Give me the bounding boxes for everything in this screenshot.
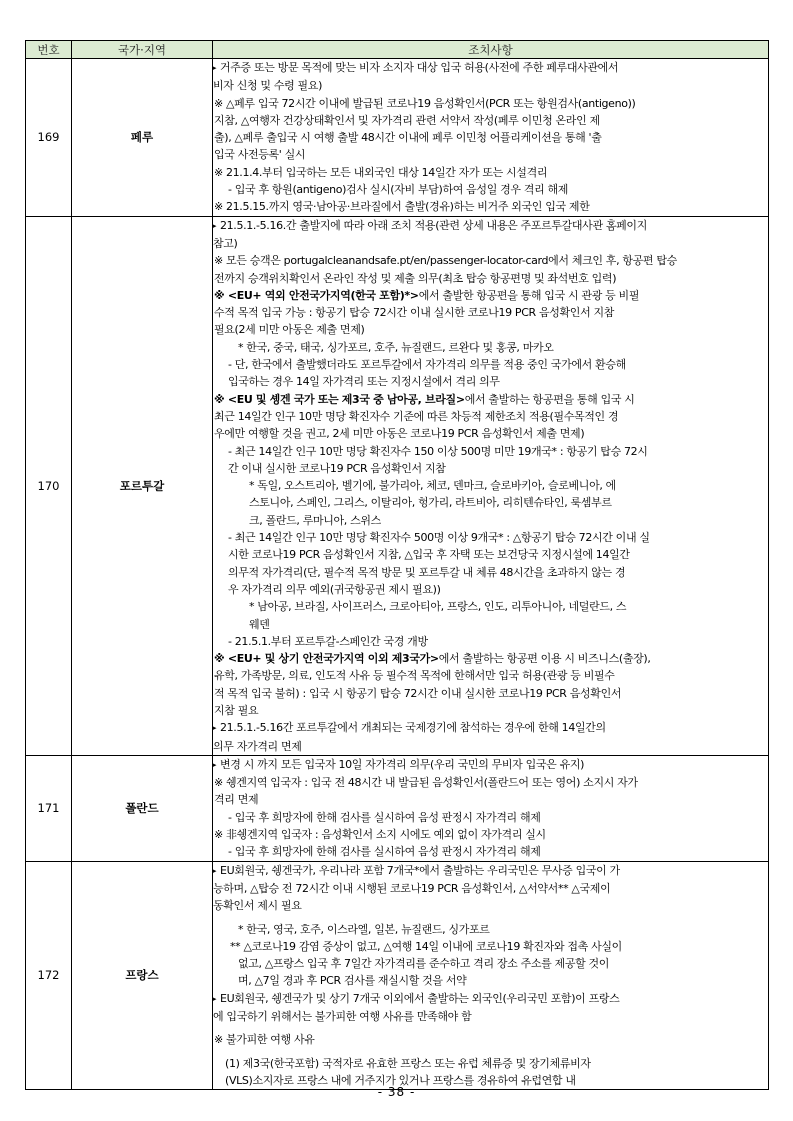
measure-line — [213, 164, 768, 181]
measure-line — [213, 650, 768, 667]
measure-line — [213, 443, 768, 460]
measure-text: 참고) — [213, 236, 238, 250]
measure-line — [213, 990, 768, 1008]
measure-line — [213, 862, 768, 880]
measure-text: * 남아공, 브라질, 사이프러스, 크로아티아, 프랑스, 인도, 리투아니아, 네덜란드, 스 — [249, 600, 627, 614]
measure-line — [213, 843, 768, 860]
measure-line — [213, 1055, 768, 1072]
measure-text: 우 자가격리 의무 예외(귀국항공권 제시 필요)) — [228, 582, 441, 596]
measure-text: 우에만 여행할 것을 권고, 2세 미만 아동은 코로나19 PCR 음성확인서 제출 면제) — [214, 427, 585, 441]
measures-cell — [213, 216, 769, 755]
measure-text: 최근 14일간 인구 10만 명당 확진자수 기준에 따른 차등적 제한조치 적용(필수목적인 경 — [214, 409, 619, 423]
row-number: 171 — [26, 755, 72, 861]
measure-line — [213, 1008, 768, 1025]
measures-cell — [213, 861, 769, 1090]
table-row — [26, 59, 769, 217]
measure-text: 지참 필요 — [214, 703, 259, 717]
measure-line — [213, 719, 768, 737]
measure-text: 적 목적 입국 불허) : 입국 시 항공기 탑승 72시간 이내 실시한 코로나19 PCR 음성확인서 — [214, 686, 622, 700]
measure-line — [213, 529, 768, 546]
measure-text: 능하며, △탑승 전 72시간 이내 시행된 코로나19 PCR 음성확인서, △서약서** △국제이 — [213, 881, 611, 895]
measure-text: 에 입국하기 위해서는 불가피한 여행 사유를 만족해야 함 — [213, 1010, 472, 1024]
measure-line — [213, 217, 768, 235]
page-number: - 38 - — [377, 1085, 416, 1099]
measure-line — [213, 667, 768, 684]
arrow-bullet-icon: ▸ — [213, 221, 217, 230]
measure-line — [213, 112, 768, 129]
measure-line — [213, 546, 768, 563]
bold-region-label: ※ <EU 및 솅겐 국가 또는 제3국 중 남아공, 브라질> — [214, 392, 465, 406]
measure-text: 없고, △프랑스 입국 후 7일간 자가격리를 준수하고 격리 장소 주소를 제공할 것이 — [238, 957, 610, 971]
measure-text: 크, 폴란드, 루마니아, 스위스 — [249, 513, 381, 527]
measure-line — [213, 129, 768, 146]
measure-line — [213, 616, 768, 633]
measure-line — [213, 373, 768, 390]
measure-line — [213, 598, 768, 615]
measure-text: 의무적 자가격리(단, 필수적 목적 방문 및 포르투갈 내 체류 48시간을 초과하지 않는 경 — [228, 565, 626, 579]
measure-line — [213, 425, 768, 442]
measure-text: - 입국 후 희망자에 한해 검사를 실시하여 음성 판정시 자가격리 해제 — [228, 845, 541, 859]
measure-line — [213, 181, 768, 198]
arrow-bullet-icon: ▸ — [213, 724, 217, 733]
measure-line — [213, 897, 768, 914]
measure-line — [213, 1031, 768, 1048]
measure-text: 에서 출발하는 항공편을 통해 입국 시 — [464, 392, 635, 406]
header-num: 번호 — [26, 41, 72, 59]
measure-text: (1) 제3국(한국포함) 국적자로 유효한 프랑스 또는 유럽 체류증 및 장기체류비자 — [225, 1056, 591, 1070]
measure-line — [213, 408, 768, 425]
measure-line — [213, 77, 768, 94]
measure-line — [213, 356, 768, 373]
measure-text: * 한국, 중국, 태국, 싱가포르, 호주, 뉴질랜드, 르완다 및 홍콩, 마카오 — [238, 340, 554, 354]
measure-line — [213, 95, 768, 112]
measures-table — [25, 40, 769, 1090]
measures-cell — [213, 755, 769, 861]
measure-text: ※ 21.1.4.부터 입국하는 모든 내외국인 대상 14일간 자가 또는 시설격리 — [214, 165, 548, 179]
measure-text: 유학, 가족방문, 의료, 인도적 사유 등 필수적 목적에 한해서만 입국 허용(관광 등 비필수 — [214, 669, 615, 683]
measure-line — [213, 512, 768, 529]
country-name: 페루 — [72, 59, 213, 217]
arrow-bullet-icon: ▸ — [213, 994, 217, 1003]
measure-text: - 입국 후 항원(antigeno)검사 실시(자비 부담)하여 음성일 경우 격리 해제 — [228, 183, 569, 197]
measure-text: 21.5.1.-5.16.간 출발지에 따라 아래 조치 적용(관련 상세 내용은 주포르투갈대사관 홈페이지 — [220, 218, 647, 232]
measure-text: EU회원국, 쉥겐국가 및 상기 7개국 이외에서 출발하는 외국인(우리국민 포함)이 프랑스 — [220, 991, 620, 1005]
measure-line — [213, 826, 768, 843]
measure-text: ※ △페루 입국 72시간 이내에 발급된 코로나19 음성확인서(PCR 또는 항원검사(antigeno)) — [214, 96, 636, 110]
country-name: 포르투갈 — [72, 216, 213, 755]
measure-text: 21.5.1.-5.16간 포르투갈에서 개최되는 국제경기에 참석하는 경우에 한해 14일간의 — [220, 721, 606, 735]
measure-line — [213, 938, 768, 955]
measure-line — [213, 270, 768, 287]
measure-text: EU회원국, 쉥겐국가, 우리나라 포함 7개국*에서 출발하는 우리국민은 무사증 입국이 가 — [220, 863, 620, 877]
measure-line — [213, 391, 768, 408]
measure-line — [213, 921, 768, 938]
measure-line — [213, 235, 768, 252]
country-name: 폴란드 — [72, 755, 213, 861]
measure-text: 수적 목적 입국 가능 : 항공기 탑승 72시간 이내 실시한 코로나19 PCR 음성확인서 지참 — [214, 306, 615, 320]
arrow-bullet-icon: ▸ — [213, 760, 217, 769]
measure-text: 출), △페루 출입국 시 여행 출발 48시간 이내에 페루 이민청 어플리케이션을 통해 '출 — [214, 131, 602, 145]
measure-text: 전까지 승객위치확인서 온라인 작성 및 제출 의무(최초 탑승 항공편명 및 좌석번호 입력) — [214, 271, 617, 285]
measure-text: - 최근 14일간 인구 10만 명당 확진자수 150 이상 500명 미만 19개국* : 항공기 탑승 72시 — [228, 444, 648, 458]
measure-text: 에서 출발하는 항공편 이용 시 비즈니스(출장), — [438, 652, 651, 666]
measure-text: 시한 코로나19 PCR 음성확인서 지참, △입국 후 자택 또는 보건당국 지정시설에 14일간 — [228, 548, 630, 562]
measure-text: ※ 非쉥겐지역 입국자 : 음성확인서 소지 시에도 예외 없이 자가격리 실시 — [214, 828, 546, 842]
measure-line — [213, 146, 768, 163]
table-row — [26, 755, 769, 861]
measure-line — [213, 304, 768, 321]
measure-line — [213, 477, 768, 494]
bold-region-label: ※ <EU+ 및 상기 안전국가지역 이외 제3국가> — [214, 652, 439, 666]
measure-text: * 독일, 오스트리아, 벨기에, 불가리아, 체코, 덴마크, 슬로바키아, 슬로베니아, 에 — [249, 479, 616, 493]
arrow-bullet-icon: ▸ — [213, 64, 217, 72]
measure-line — [213, 339, 768, 356]
measure-text: ** △코로나19 감염 증상이 없고, △여행 14일 이내에 코로나19 확진자와 접촉 사실이 — [230, 939, 622, 953]
arrow-bullet-icon: ▸ — [213, 866, 217, 875]
table-row — [26, 861, 769, 1090]
measure-text: ※ 모든 승객은 portugalcleanandsafe.pt/en/passenger-locator-card에서 체크인 후, 항공편 탑승 — [214, 254, 677, 268]
measure-text: - 단, 한국에서 출발했더라도 포르투갈에서 자가격리 의무를 적용 중인 국가에서 환승해 — [228, 358, 626, 372]
measure-text: 격리 면제 — [214, 793, 259, 807]
measure-text: 비자 신청 및 수령 필요) — [213, 79, 323, 93]
measure-text: 지참, △여행자 건강상태확인서 및 자가격리 관련 서약서 작성(페루 이민청 온라인 제 — [214, 113, 600, 127]
measure-line — [213, 685, 768, 702]
measure-text: 스토니아, 스페인, 그리스, 이탈리아, 헝가리, 라트비아, 리히텐슈타인, 룩셈부르 — [249, 496, 612, 510]
measure-line — [213, 756, 768, 774]
measure-text: 입국하는 경우 14일 자가격리 또는 지정시설에서 격리 의무 — [228, 375, 500, 389]
measure-text: - 최근 14일간 인구 10만 명당 확진자수 500명 이상 9개국* : △항공기 탑승 72시간 이내 실 — [228, 531, 650, 545]
measure-text: 동확인서 제시 필요 — [213, 899, 302, 913]
row-number: 169 — [26, 59, 72, 217]
measure-line — [213, 791, 768, 808]
measure-line — [213, 252, 768, 269]
measure-text: 에서 출발한 항공편을 통해 입국 시 관광 등 비필 — [418, 288, 640, 302]
row-number: 172 — [26, 861, 72, 1090]
measure-text: ※ 21.5.15.까지 영국·남아공·브라질에서 출발(경유)하는 비거주 외국인 입국 제한 — [214, 200, 590, 214]
measure-line — [213, 809, 768, 826]
row-number: 170 — [26, 216, 72, 755]
measure-text: 필요(2세 미만 아동은 제출 면제) — [214, 323, 365, 337]
measure-line — [213, 702, 768, 719]
measure-line — [213, 633, 768, 650]
header-measures: 조치사항 — [213, 41, 769, 59]
measure-text: 간 이내 실시한 코로나19 PCR 음성확인서 지참 — [228, 461, 446, 475]
measure-line — [213, 59, 768, 77]
measure-text: 의무 자가격리 면제 — [213, 739, 302, 753]
table-header-row — [26, 41, 769, 59]
measure-text: - 입국 후 희망자에 한해 검사를 실시하여 음성 판정시 자가격리 해제 — [228, 810, 541, 824]
measure-line — [213, 321, 768, 338]
measure-text: 입국 사전등록' 실시 — [214, 148, 306, 162]
measures-cell — [213, 59, 769, 217]
measure-line — [213, 738, 768, 755]
measure-line — [213, 972, 768, 989]
measure-text: ※ 쉥겐지역 입국자 : 입국 전 48시간 내 발급된 음성확인서(폴란드어 또는 영어) 소지시 자가 — [214, 776, 638, 790]
measure-line — [213, 198, 768, 215]
measure-line — [213, 955, 768, 972]
measure-line — [213, 581, 768, 598]
measure-line — [213, 564, 768, 581]
table-row — [26, 216, 769, 755]
measure-text: 웨덴 — [249, 617, 270, 631]
header-country: 국가·지역 — [72, 41, 213, 59]
measure-line — [213, 287, 768, 304]
measure-text: 변경 시 까지 모든 입국자 10일 자가격리 의무(우리 국민의 무비자 입국은 유지) — [220, 757, 585, 771]
measure-line — [213, 494, 768, 511]
measure-text: 며, △7일 경과 후 PCR 검사를 재실시할 것을 서약 — [238, 974, 467, 988]
measure-text: - 21.5.1.부터 포르투갈-스페인간 국경 개방 — [228, 634, 428, 648]
measure-line — [213, 880, 768, 897]
measure-text: * 한국, 영국, 호주, 이스라엘, 일본, 뉴질랜드, 싱가포르 — [238, 922, 490, 936]
measure-line — [213, 774, 768, 791]
measure-line — [213, 460, 768, 477]
measure-text: (VLS)소지자로 프랑스 내에 거주지가 있거나 프랑스를 경유하여 유럽연합 내 — [225, 1073, 576, 1087]
bold-region-label: ※ <EU+ 역외 안전국가지역(한국 포함)*> — [214, 288, 419, 302]
measure-text: ※ 불가피한 여행 사유 — [214, 1033, 315, 1047]
country-name: 프랑스 — [72, 861, 213, 1090]
measure-text: 거주증 또는 방문 목적에 맞는 비자 소지자 대상 입국 허용(사전에 주한 페루대사관에서 — [220, 61, 619, 74]
